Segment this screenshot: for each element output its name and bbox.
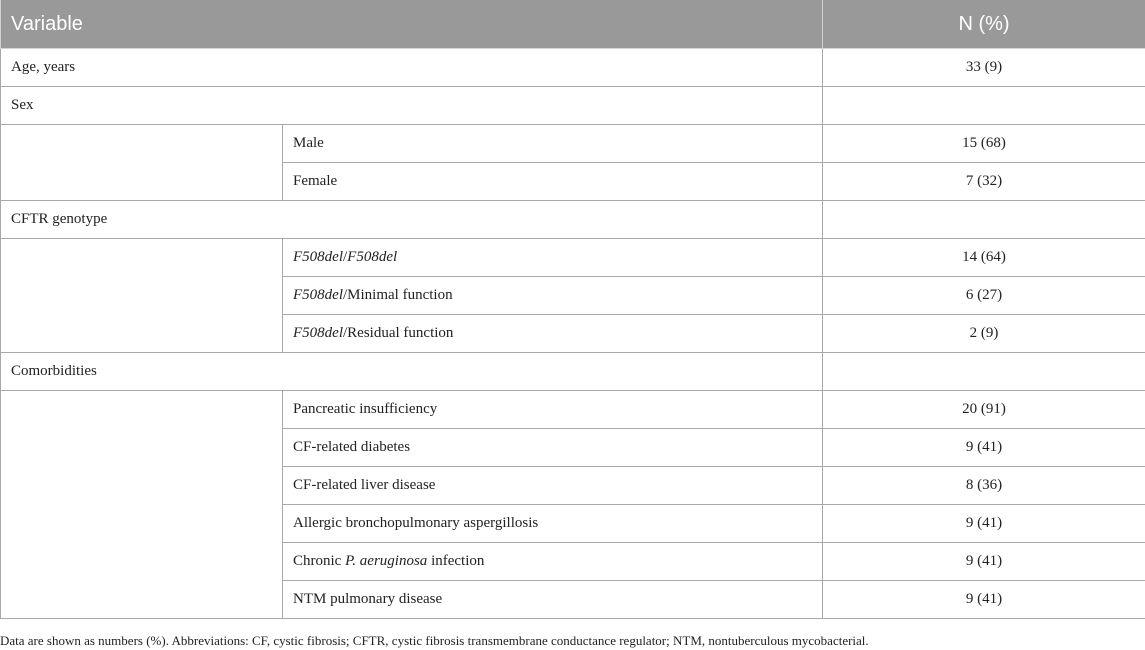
table-row	[1, 353, 1145, 391]
row-value-abpa: 9 (41)	[823, 505, 1145, 543]
table-row	[1, 391, 1145, 429]
row-label-age: Age, years	[1, 49, 823, 87]
header-n-percent: N (%)	[823, 0, 1145, 49]
row-label-liver: CF-related liver disease	[283, 467, 823, 505]
table-row	[1, 125, 1145, 163]
row-value-diabetes: 9 (41)	[823, 429, 1145, 467]
row-value-male: 15 (68)	[823, 125, 1145, 163]
table-header	[1, 0, 1145, 49]
row-value-liver: 8 (36)	[823, 467, 1145, 505]
row-label-p-aeruginosa	[283, 543, 823, 581]
row-label-f508del-residual	[283, 315, 823, 353]
section-value-empty	[823, 353, 1145, 391]
indent-cell	[1, 125, 283, 201]
row-value-f508del-f508del: 14 (64)	[823, 239, 1145, 277]
indent-cell	[1, 391, 283, 619]
row-value-p-aeruginosa: 9 (41)	[823, 543, 1145, 581]
allele-name: F508del	[347, 249, 398, 265]
allele-name: F508del	[293, 287, 343, 303]
label-suffix: infection	[427, 553, 485, 569]
table-row	[1, 49, 1145, 87]
table-row	[1, 87, 1145, 125]
row-value-age: 33 (9)	[823, 49, 1145, 87]
row-value-f508del-residual: 2 (9)	[823, 315, 1145, 353]
allele-name: F508del	[293, 325, 343, 341]
table-row	[1, 201, 1145, 239]
table-footnote: Data are shown as numbers (%). Abbreviations: CF, cystic fibrosis; CFTR, cystic fibrosis transmembrane conductance regulator; NTM, nontuberculous mycobacterial.	[0, 633, 869, 648]
section-label-comorbidities: Comorbidities	[1, 353, 823, 391]
row-label-f508del-f508del	[283, 239, 823, 277]
row-label-ntm: NTM pulmonary disease	[283, 581, 823, 619]
indent-cell	[1, 239, 283, 353]
row-value-pancreatic: 20 (91)	[823, 391, 1145, 429]
section-label-genotype: CFTR genotype	[1, 201, 823, 239]
row-label-diabetes: CF-related diabetes	[283, 429, 823, 467]
label-prefix: Chronic	[293, 553, 346, 569]
genotype-rest: /Minimal function	[343, 287, 453, 303]
separator: /	[343, 249, 348, 265]
table-row	[1, 239, 1145, 277]
table-body	[1, 49, 1145, 619]
row-label-male: Male	[283, 125, 823, 163]
row-label-abpa: Allergic bronchopulmonary aspergillosis	[283, 505, 823, 543]
genotype-rest: /Residual function	[343, 325, 454, 341]
section-value-empty	[823, 201, 1145, 239]
row-label-pancreatic: Pancreatic insufficiency	[283, 391, 823, 429]
header-variable: Variable	[1, 0, 823, 49]
organism-name: P. aeruginosa	[345, 553, 428, 569]
row-label-female: Female	[283, 163, 823, 201]
allele-name: F508del	[293, 249, 343, 265]
row-label-f508del-minimal	[283, 277, 823, 315]
header-row	[1, 0, 1145, 49]
row-value-f508del-minimal: 6 (27)	[823, 277, 1145, 315]
section-label-sex: Sex	[1, 87, 823, 125]
row-value-female: 7 (32)	[823, 163, 1145, 201]
row-value-ntm: 9 (41)	[823, 581, 1145, 619]
section-value-empty	[823, 87, 1145, 125]
